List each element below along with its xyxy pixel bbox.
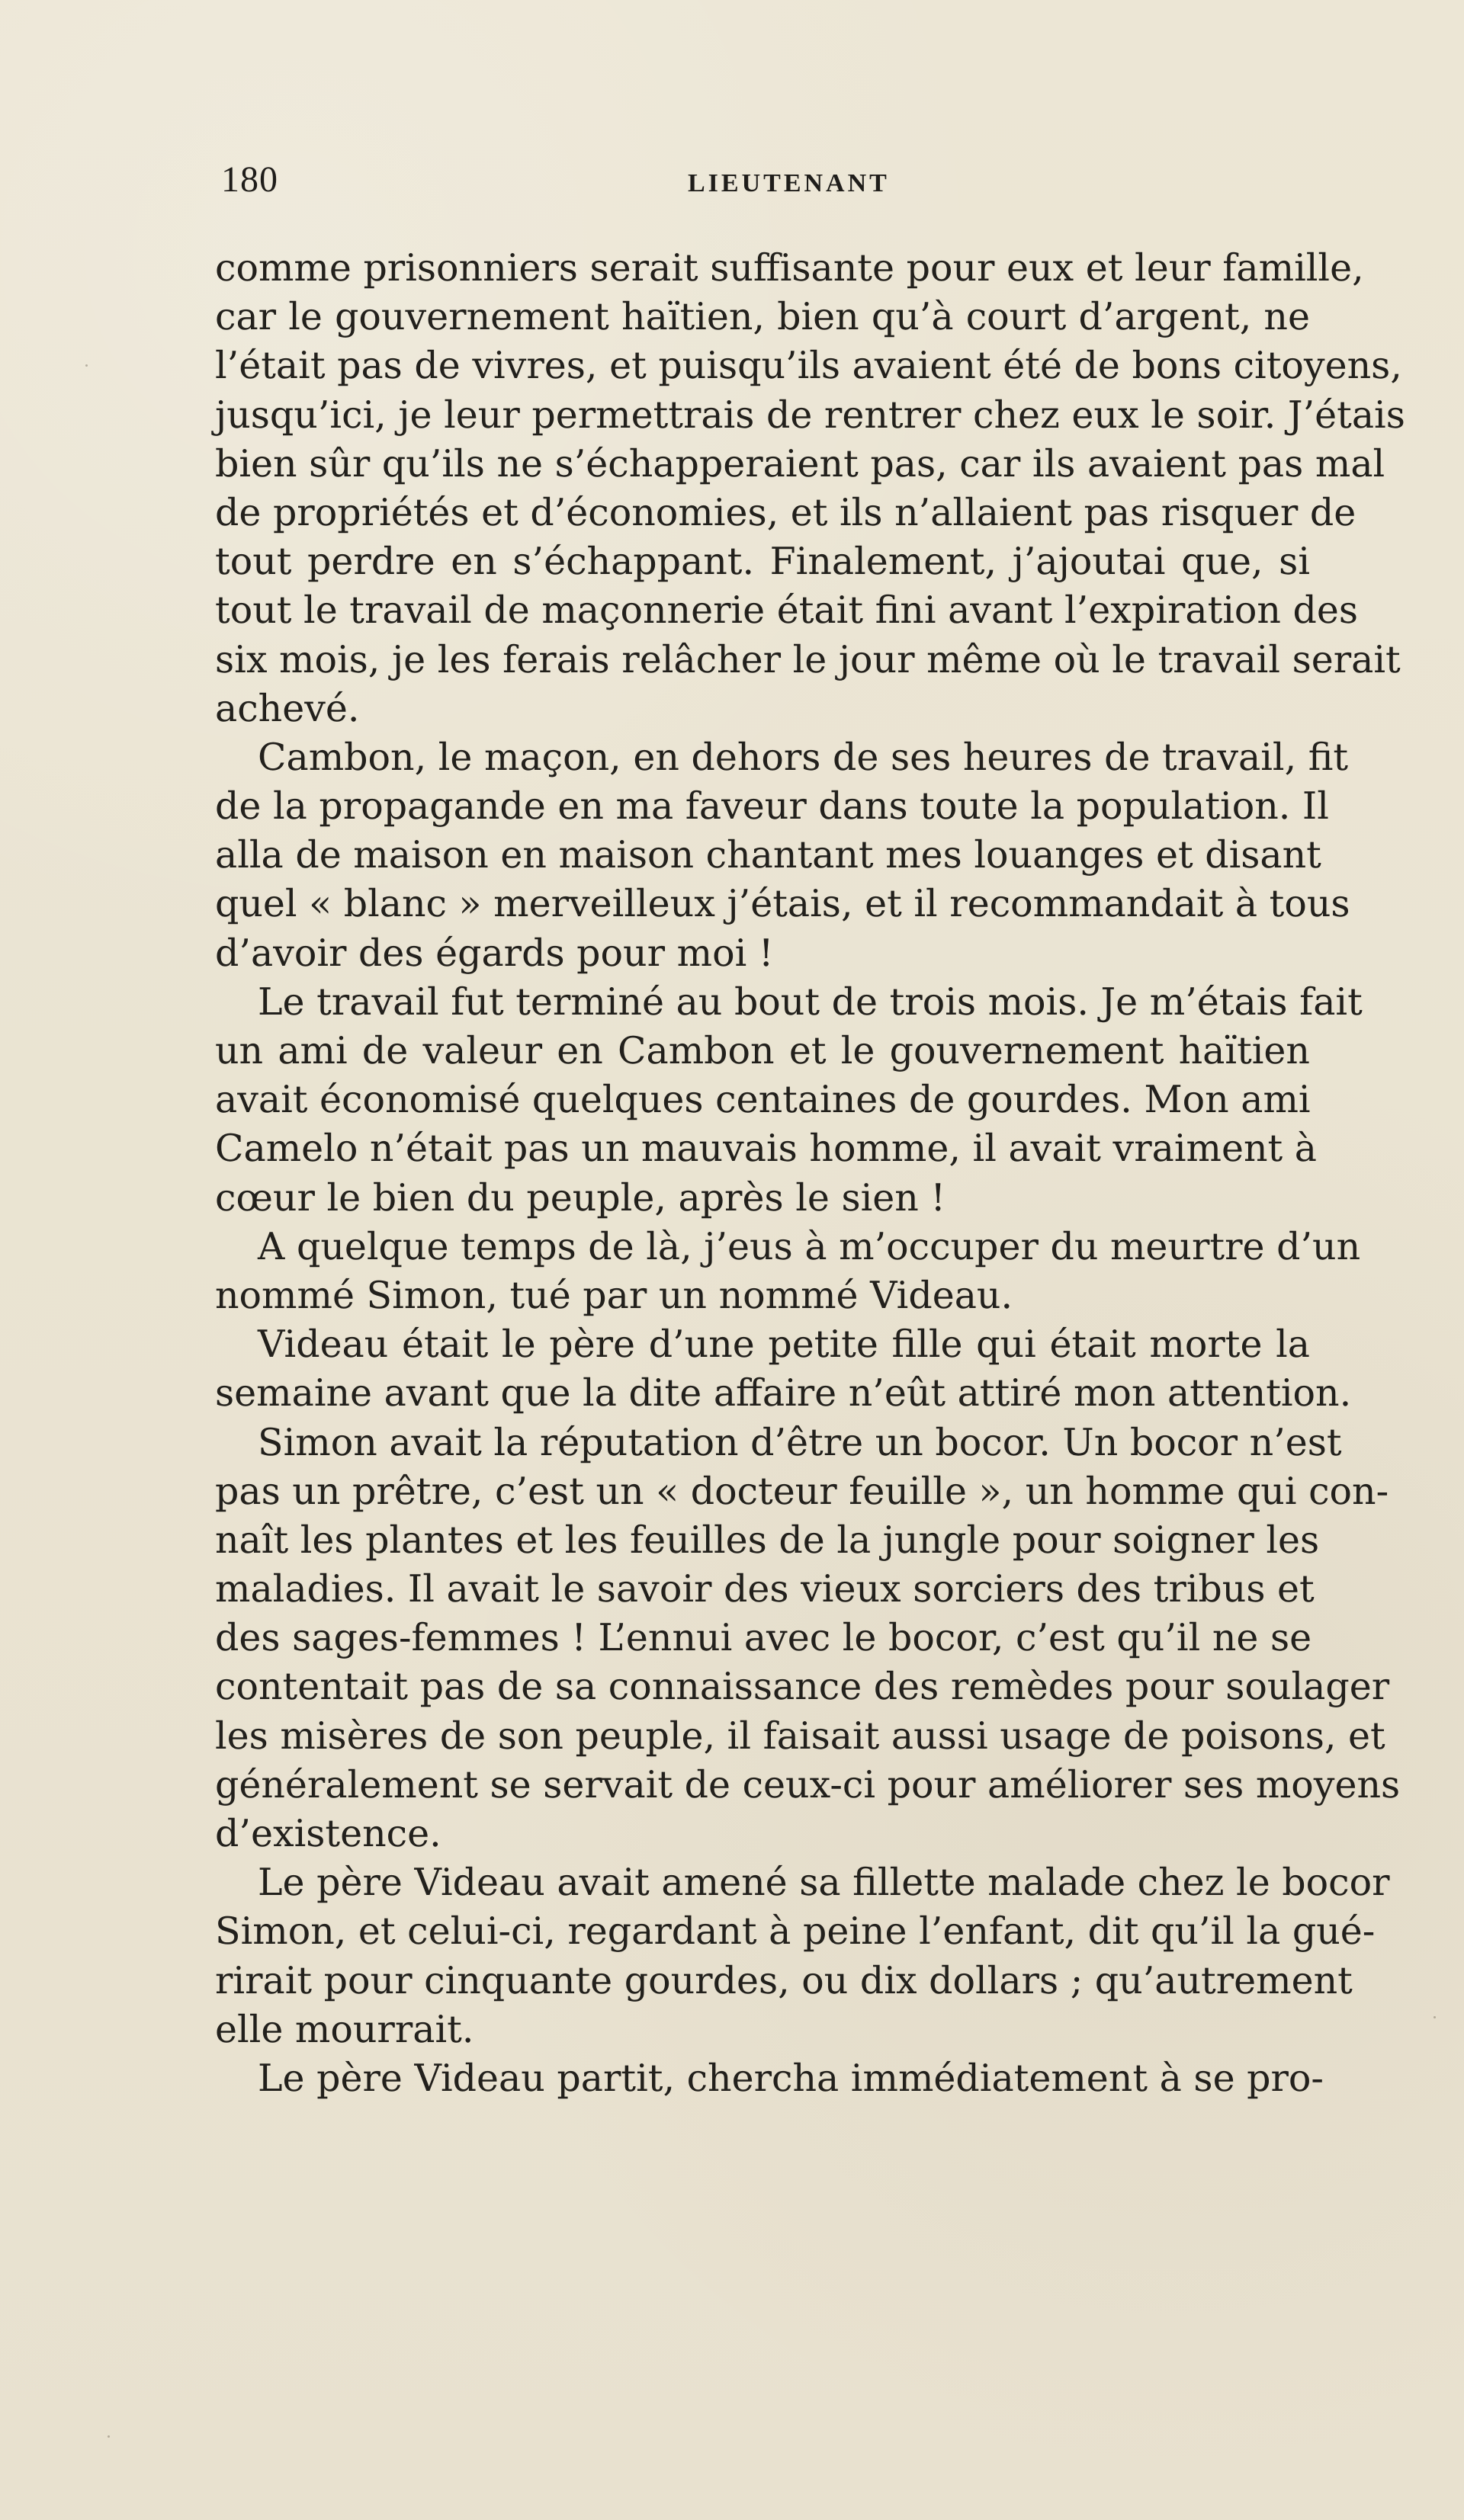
text-line: quel « blanc » merveilleux j’étais, et il recommandait à tous <box>215 882 1350 926</box>
text-line: A quelque temps de là, j’eus à m’occuper du meurtre d’un <box>258 1224 1361 1268</box>
text-line: d’existence. <box>215 1812 441 1855</box>
text-line: de propriétés et d’économies, et ils n’allaient pas risquer de <box>215 490 1356 534</box>
text-line: un ami de valeur en Cambon et le gouvernement haïtien <box>215 1029 1310 1072</box>
text-line: généralement se servait de ceux-ci pour améliorer ses moyens <box>215 1762 1401 1807</box>
page-header <box>221 159 1258 215</box>
running-head: LIEUTENANT <box>688 169 890 197</box>
text-line: d’avoir des égards pour moi ! <box>215 931 774 975</box>
text-line: l’était pas de vivres, et puisqu’ils avaient été de bons citoyens, <box>215 344 1402 388</box>
text-line: pas un prêtre, c’est un « docteur feuille », un homme qui con- <box>215 1469 1389 1513</box>
text-line: contentait pas de sa connaissance des remèdes pour soulager <box>215 1665 1390 1709</box>
text-line: tout le travail de maçonnerie était fini avant l’expiration des <box>215 588 1359 633</box>
text-line: car le gouvernement haïtien, bien qu’à court d’argent, ne <box>215 295 1310 339</box>
text-line: rirait pour cinquante gourdes, ou dix dollars ; qu’autrement <box>215 1958 1353 2002</box>
text-line: les misères de son peuple, il faisait aussi usage de poisons, et <box>215 1714 1385 1758</box>
text-line: des sages-femmes ! L’ennui avec le bocor, c’est qu’il ne se <box>215 1616 1312 1660</box>
text-line: jusqu’ici, je leur permettrais de rentrer chez eux le soir. J’étais <box>215 393 1405 437</box>
text-line: elle mourrait. <box>215 2007 474 2051</box>
text-line: maladies. Il avait le savoir des vieux sorciers des tribus et <box>215 1567 1315 1611</box>
text-line: bien sûr qu’ils ne s’échapperaient pas, car ils avaient pas mal <box>215 441 1385 486</box>
text-line: achevé. <box>215 686 360 730</box>
text-line: six mois, je les ferais relâcher le jour même où le travail serait <box>215 637 1401 681</box>
paper-speck <box>1434 2016 1436 2018</box>
text-line: Le père Videau avait amené sa fillette malade chez le bocor <box>258 1861 1390 1905</box>
text-line: Le travail fut terminé au bout de trois mois. Je m’étais fait <box>258 979 1363 1024</box>
text-line: Videau était le père d’une petite fille qui était morte la <box>258 1323 1310 1367</box>
text-line: semaine avant que la dite affaire n’eût attiré mon attention. <box>215 1371 1352 1415</box>
text-line: alla de maison en maison chantant mes louanges et disant <box>215 833 1321 877</box>
text-line: cœur le bien du peuple, après le sien ! <box>215 1175 946 1220</box>
text-line: de la propagande en ma faveur dans toute la population. Il <box>215 784 1329 829</box>
body-text <box>215 244 1405 2103</box>
text-line: naît les plantes et les feuilles de la jungle pour soigner les <box>215 1518 1320 1562</box>
text-line: nommé Simon, tué par un nommé Videau. <box>215 1273 1013 1317</box>
text-line: Simon avait la réputation d’être un bocor. Un bocor n’est <box>258 1420 1342 1464</box>
text-line: Simon, et celui-ci, regardant à peine l’enfant, dit qu’il la gué- <box>215 1909 1376 1954</box>
paper-speck <box>108 2435 110 2438</box>
paper-speck <box>85 364 88 367</box>
text-line: Camelo n’était pas un mauvais homme, il avait vraiment à <box>215 1127 1317 1171</box>
text-line: avait économisé quelques centaines de gourdes. Mon ami <box>215 1078 1311 1122</box>
page-number: 180 <box>221 159 278 200</box>
text-line: tout perdre en s’échappant. Finalement, j’ajoutai que, si <box>215 540 1310 584</box>
text-line: Le père Videau partit, chercha immédiatement à se pro- <box>258 2056 1324 2100</box>
text-line: comme prisonniers serait suffisante pour eux et leur famille, <box>215 246 1364 290</box>
text-line: Cambon, le maçon, en dehors de ses heures de travail, fit <box>258 735 1349 779</box>
